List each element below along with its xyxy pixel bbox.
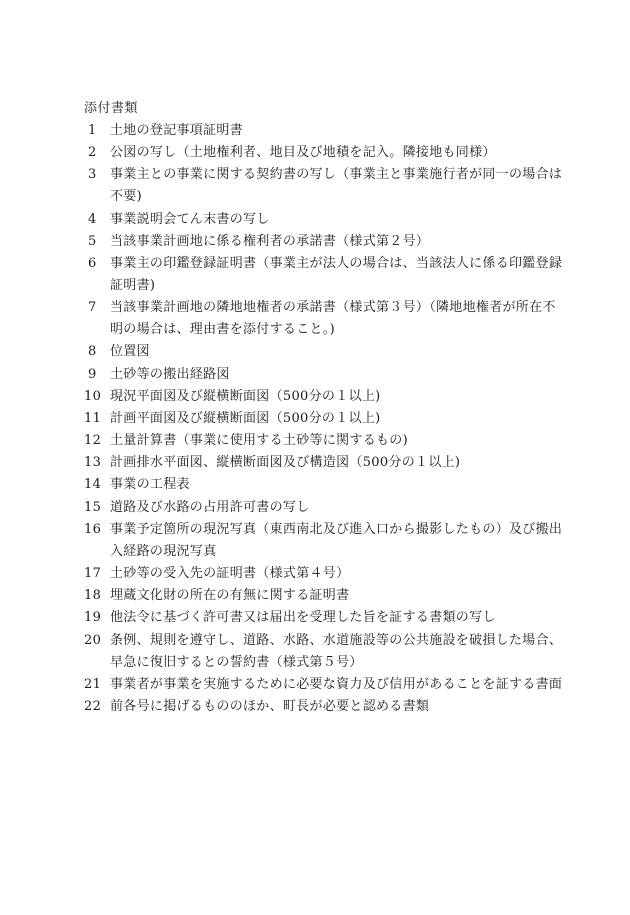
item-number: 18 [84,588,102,604]
list-item [84,253,584,297]
list-item [84,607,584,629]
item-number: 19 [84,610,102,626]
list-item [84,164,584,208]
item-text [110,297,584,341]
list-item [84,231,584,253]
list-item [84,497,584,519]
list-item [84,474,584,496]
list-item [84,430,584,452]
item-text-line: 計画排水平面図、縦横断面図及び構造図（500分の１以上) [110,455,461,471]
item-text-line: 入経路の現況写真 [110,543,217,559]
list-item [84,386,584,408]
list-item [84,519,584,563]
item-text-line: 当該事業計画地の隣地地権者の承諾書（様式第３号）（隣地地権者が所在不 [110,300,556,316]
item-text [110,474,584,496]
list-item [84,452,584,474]
item-text [110,231,584,253]
list-item [84,209,584,231]
item-text [110,164,584,208]
item-text-line: 事業の工程表 [110,477,190,493]
item-text [110,585,584,607]
item-text [110,142,584,164]
item-text-line: 計画平面図及び縦横断面図（500分の１以上) [110,410,381,426]
item-text [110,519,584,563]
item-text-line: 不要) [110,189,142,205]
item-text-line: 公図の写し（土地権利者、地目及び地積を記入。隣接地も同様） [110,145,496,161]
item-text-line: 事業予定箇所の現況写真（東西南北及び進入口から撮影したもの）及び搬出 [110,521,563,537]
item-text-line: 土地の登記事項証明書 [110,123,244,138]
item-number: 15 [84,499,102,515]
list-item [84,408,584,430]
item-number: 16 [84,521,102,537]
item-text [110,408,584,430]
item-text [110,386,584,408]
item-number: 8 [88,344,97,360]
item-text-line: 明の場合は、理由書を添付すること。) [110,322,335,338]
item-text [110,253,584,297]
item-text [110,430,584,452]
attachment-list [84,120,584,718]
item-text-line: 埋蔵文化財の所在の有無に関する証明書 [110,588,350,604]
item-text-line: 証明書) [110,277,156,293]
item-text [110,674,584,696]
list-item [84,142,584,164]
section-heading: 添付書類 [84,101,139,116]
item-text-line: 事業主との事業に関する契約書の写し（事業主と事業施行者が同一の場合は [110,167,563,183]
item-text-line: 位置図 [110,344,150,360]
item-text-line: 事業説明会てん末書の写し [110,211,270,227]
item-text-line: 土量計算書（事業に使用する土砂等に関するもの) [110,433,408,449]
list-item [84,630,584,674]
item-number: 12 [84,433,102,449]
item-number: 3 [88,167,97,183]
list-item [84,364,584,386]
item-number: 17 [84,566,102,581]
list-item [84,563,584,585]
item-number: 13 [84,455,102,471]
item-text [110,452,584,474]
list-item [84,696,584,718]
list-item [84,297,584,341]
item-number: 6 [88,255,97,271]
item-text [110,120,584,142]
item-number: 7 [88,300,97,316]
item-text [110,497,584,519]
item-text [110,696,584,718]
item-number: 5 [88,233,97,249]
list-item [84,120,584,142]
item-text-line: 土砂等の搬出経路図 [110,366,230,382]
item-text-line: 当該事業計画地に係る権利者の承諾書（様式第２号） [110,233,430,249]
item-text-line: 前各号に掲げるもののほか、町長が必要と認める書類 [110,698,430,714]
list-item [84,674,584,696]
item-number: 22 [84,698,102,714]
item-text [110,209,584,231]
item-text-line: 事業者が事業を実施するために必要な資力及び信用があることを証する書面 [110,676,563,692]
item-text [110,607,584,629]
item-text [110,630,584,674]
item-text-line: 早急に復旧するとの誓約書（様式第５号） [110,654,363,670]
item-number: 11 [84,410,102,426]
item-text-line: 現況平面図及び縦横断面図（500分の１以上) [110,388,381,404]
item-text [110,364,584,386]
item-number: 1 [88,123,97,138]
item-number: 21 [84,676,102,692]
list-item [84,341,584,363]
item-text-line: 道路及び水路の占用許可書の写し [110,499,310,515]
item-text [110,563,584,585]
item-text-line: 事業主の印鑑登録証明書（事業主が法人の場合は、当該法人に係る印鑑登録 [110,255,563,271]
item-number: 14 [84,477,102,493]
item-text-line: 他法令に基づく許可書又は届出を受理した旨を証する書類の写し [110,610,496,626]
item-number: 4 [88,211,97,227]
item-text-line: 条例、規則を遵守し、道路、水路、水道施設等の公共施設を破損した場合、 [110,632,563,648]
item-number: 20 [84,632,102,648]
item-number: 9 [88,366,97,382]
item-text [110,341,584,363]
item-number: 10 [84,388,102,404]
item-number: 2 [88,145,97,161]
list-item [84,585,584,607]
item-text-line: 土砂等の受入先の証明書（様式第４号） [110,566,350,581]
